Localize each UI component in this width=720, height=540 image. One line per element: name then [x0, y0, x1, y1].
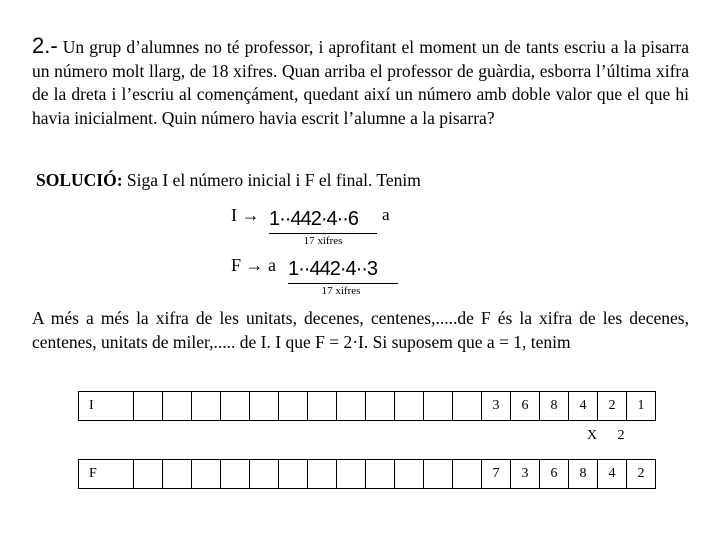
digit-cell: 8	[540, 392, 569, 421]
solution-label: SOLUCIÓ:	[36, 170, 123, 190]
final-label: F → a	[231, 255, 276, 275]
digit-cell	[453, 392, 482, 421]
digit-cell	[279, 392, 308, 421]
digit-cell	[163, 460, 192, 489]
digit-cell	[192, 392, 221, 421]
digit-cell: 1	[627, 392, 656, 421]
digit-cell: 4	[569, 392, 598, 421]
solution-intro	[36, 169, 421, 192]
initial-label: I →	[231, 205, 260, 225]
digit-cell	[134, 460, 163, 489]
digit-cell: 6	[540, 460, 569, 489]
digit-cell: 2	[627, 460, 656, 489]
table-row	[79, 460, 656, 489]
final-number-diagram	[231, 255, 411, 305]
initial-last-digit: a	[382, 205, 390, 224]
digit-cell	[308, 392, 337, 421]
digit-cell	[192, 460, 221, 489]
digit-cell: 2	[598, 392, 627, 421]
digit-cell: 8	[569, 460, 598, 489]
digit-cell	[337, 392, 366, 421]
digit-cell: 3	[482, 392, 511, 421]
initial-number-grid	[78, 391, 656, 421]
digit-cell	[424, 392, 453, 421]
row-label: I	[79, 392, 134, 421]
digit-cell	[250, 392, 279, 421]
digit-cell: 4	[598, 460, 627, 489]
digit-cell: 6	[511, 392, 540, 421]
problem-text: Un grup d’alumnes no té professor, i aprofitant el moment un de tants escriu a la pisarra un número molt llarg, de 18 xifres. Quan arriba el professor de guàrdia, esborra l’última xifra de la dreta i l’escriu al començáment, quedant així un número amb doble valor que el que hi havia inicialment. Quin número havia escrit l’alumne a la pisarra?	[32, 37, 689, 128]
row-label: F	[79, 460, 134, 489]
digit-cell	[250, 460, 279, 489]
final-number-grid	[78, 459, 656, 489]
digit-cell	[279, 460, 308, 489]
digit-cell	[395, 392, 424, 421]
initial-digits: 1··442·4··6	[269, 208, 359, 230]
multiply-sign: X	[586, 428, 598, 443]
final-digits: 1··442·4··3	[288, 258, 378, 280]
final-brace	[288, 279, 398, 284]
digit-cell: 7	[482, 460, 511, 489]
digit-cell	[453, 460, 482, 489]
digit-cell	[366, 392, 395, 421]
digit-cell	[221, 460, 250, 489]
digit-cell	[308, 460, 337, 489]
digit-cell	[221, 392, 250, 421]
explanation-text: A més a més la xifra de les unitats, decenes, centenes,.....de F és la xifra de les decenes, centenes, unitats de miler,..... de I. I que F = 2·I. Si suposem que a = 1, tenim	[32, 308, 689, 352]
problem-number: 2.-	[32, 33, 58, 58]
digit-cell	[395, 460, 424, 489]
initial-number-diagram	[231, 205, 411, 255]
digit-cell	[134, 392, 163, 421]
digit-cell	[366, 460, 395, 489]
digit-cell	[424, 460, 453, 489]
table-row	[79, 392, 656, 421]
initial-brace	[269, 229, 377, 234]
multiplier-value: 2	[617, 428, 625, 443]
digit-cell	[337, 460, 366, 489]
problem-statement	[32, 34, 689, 130]
final-caption: 17 xifres	[321, 285, 361, 297]
digit-cell	[163, 392, 192, 421]
initial-caption: 17 xifres	[303, 235, 343, 247]
solution-text: Siga I el número inicial i F el final. Tenim	[126, 170, 421, 190]
digit-cell: 3	[511, 460, 540, 489]
